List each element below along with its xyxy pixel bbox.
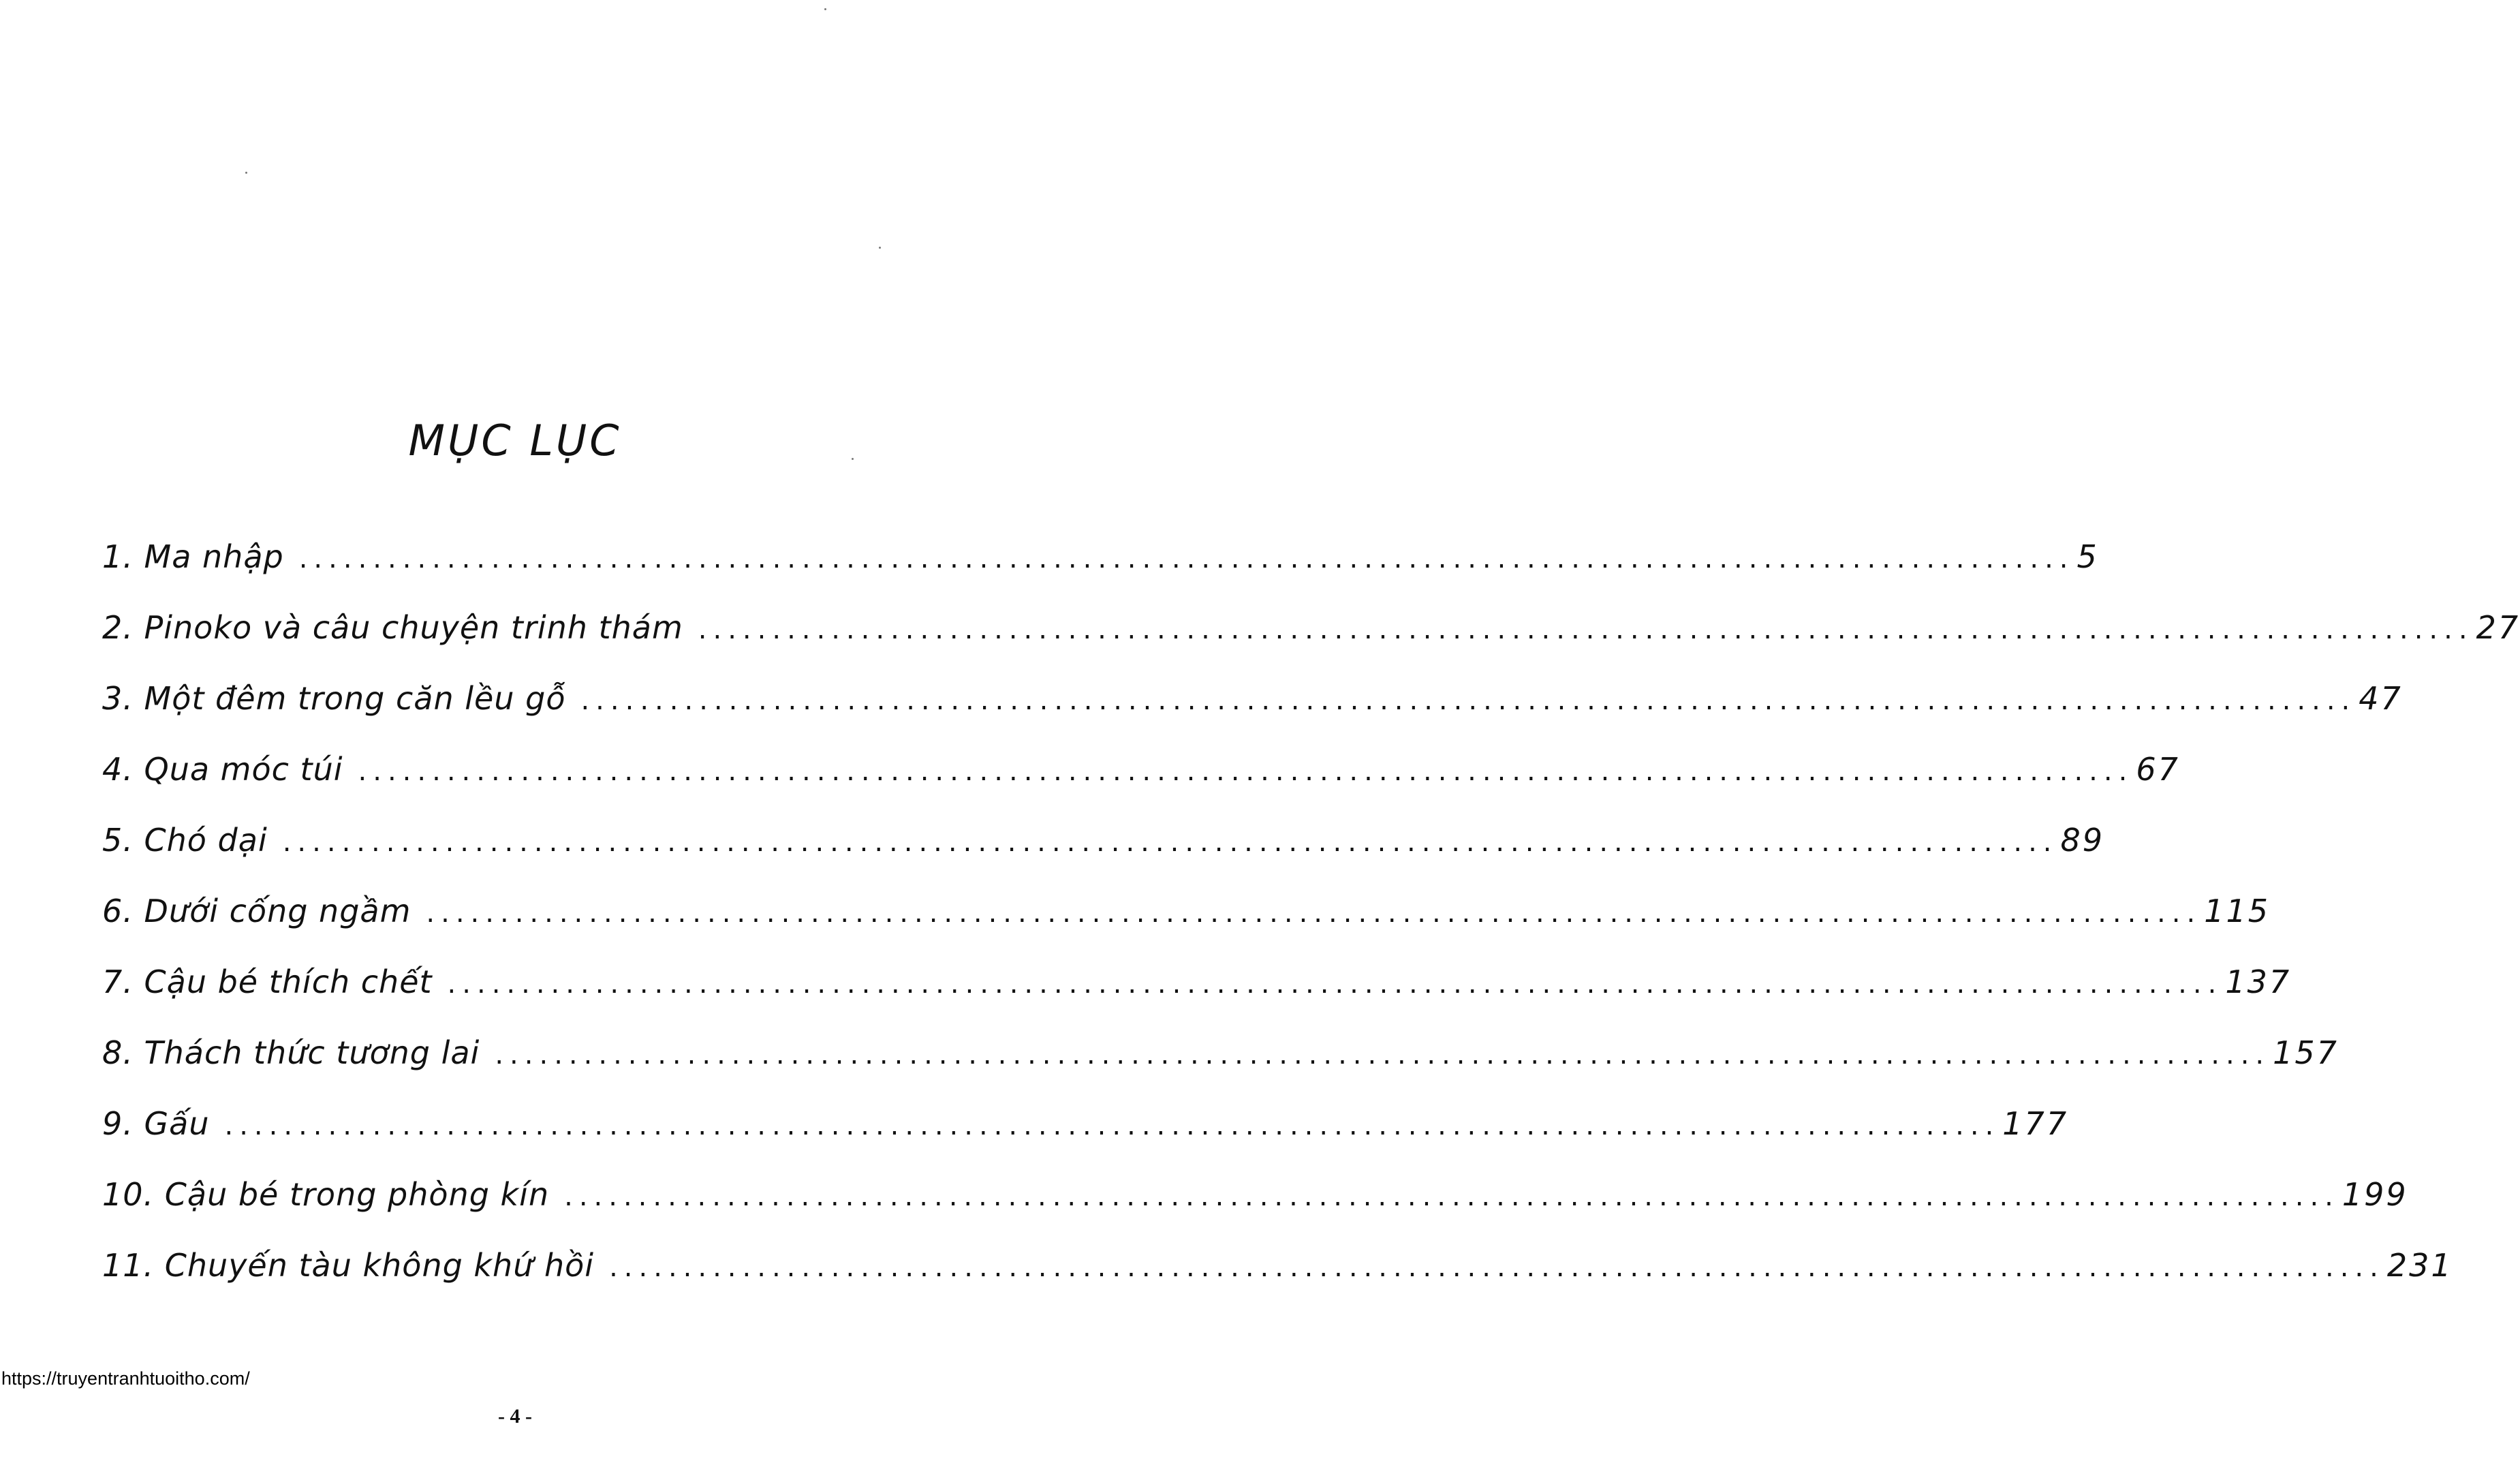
toc-entry-title: 4. Qua móc túi	[102, 751, 343, 788]
toc-dot-leader: ........................................................................................................................	[224, 1110, 2000, 1141]
toc-dot-leader: ........................................................................................................................	[426, 897, 2202, 929]
toc-entry-title: 1. Ma nhập	[102, 538, 284, 575]
table-of-contents	[102, 538, 2520, 1318]
toc-entry	[102, 1176, 2408, 1247]
toc-dot-leader: ........................................................................................................................	[580, 685, 2356, 716]
toc-entry	[102, 680, 2403, 751]
toc-entry-page: 137	[2225, 963, 2292, 1000]
toc-entry-page: 157	[2273, 1034, 2339, 1071]
toc-entry	[102, 822, 2105, 893]
toc-entry	[102, 1247, 2453, 1318]
toc-dot-leader: ........................................................................................................................	[698, 614, 2474, 645]
toc-entry	[102, 1034, 2339, 1105]
toc-entry-page: 27	[2476, 609, 2520, 646]
toc-entry	[102, 1105, 2069, 1176]
scan-speck	[852, 458, 854, 460]
toc-dot-leader: ........................................................................................................................	[358, 756, 2134, 787]
toc-entry-page: 231	[2386, 1247, 2453, 1284]
page-number: - 4 -	[498, 1405, 532, 1428]
toc-dot-leader: ........................................................................................................................	[564, 1181, 2339, 1212]
toc-entry-page: 115	[2204, 893, 2270, 929]
toc-entry-title: 2. Pinoko và câu chuyện trinh thám	[102, 609, 683, 646]
toc-entry	[102, 963, 2292, 1034]
toc-entry-title: 8. Thách thức tương lai	[102, 1034, 480, 1071]
toc-dot-leader: ........................................................................................................................	[495, 1039, 2271, 1070]
toc-dot-leader: ........................................................................................................................	[609, 1252, 2384, 1283]
toc-entry-title: 10. Cậu bé trong phòng kín	[102, 1176, 550, 1213]
toc-entry-title: 7. Cậu bé thích chết	[102, 963, 433, 1000]
toc-entry	[102, 538, 2099, 609]
toc-dot-leader: ........................................................................................................................	[447, 968, 2223, 1000]
toc-dot-leader: ........................................................................................................................	[282, 827, 2058, 858]
scan-speck	[245, 172, 247, 174]
toc-entry-page: 199	[2342, 1176, 2408, 1213]
page-title: MỤC LỤC	[408, 416, 622, 465]
toc-entry-title: 5. Chó dại	[102, 822, 268, 859]
toc-entry	[102, 609, 2520, 680]
toc-entry	[102, 893, 2270, 963]
toc-entry-page: 67	[2136, 751, 2180, 788]
toc-entry-title: 3. Một đêm trong căn lều gỗ	[102, 680, 566, 717]
scan-speck	[879, 247, 881, 249]
scan-speck	[824, 8, 826, 10]
source-url: https://truyentranhtuoitho.com/	[1, 1368, 250, 1389]
toc-entry-page: 89	[2060, 822, 2105, 859]
toc-entry-title: 9. Gấu	[102, 1105, 210, 1142]
toc-entry-page: 177	[2002, 1105, 2069, 1142]
toc-entry-page: 47	[2359, 680, 2403, 717]
toc-dot-leader: ........................................................................................................................	[298, 543, 2074, 574]
toc-entry-title: 11. Chuyến tàu không khứ hồi	[102, 1247, 595, 1284]
toc-entry-title: 6. Dưới cống ngầm	[102, 893, 411, 929]
toc-entry-page: 5	[2076, 538, 2099, 575]
toc-entry	[102, 751, 2180, 822]
